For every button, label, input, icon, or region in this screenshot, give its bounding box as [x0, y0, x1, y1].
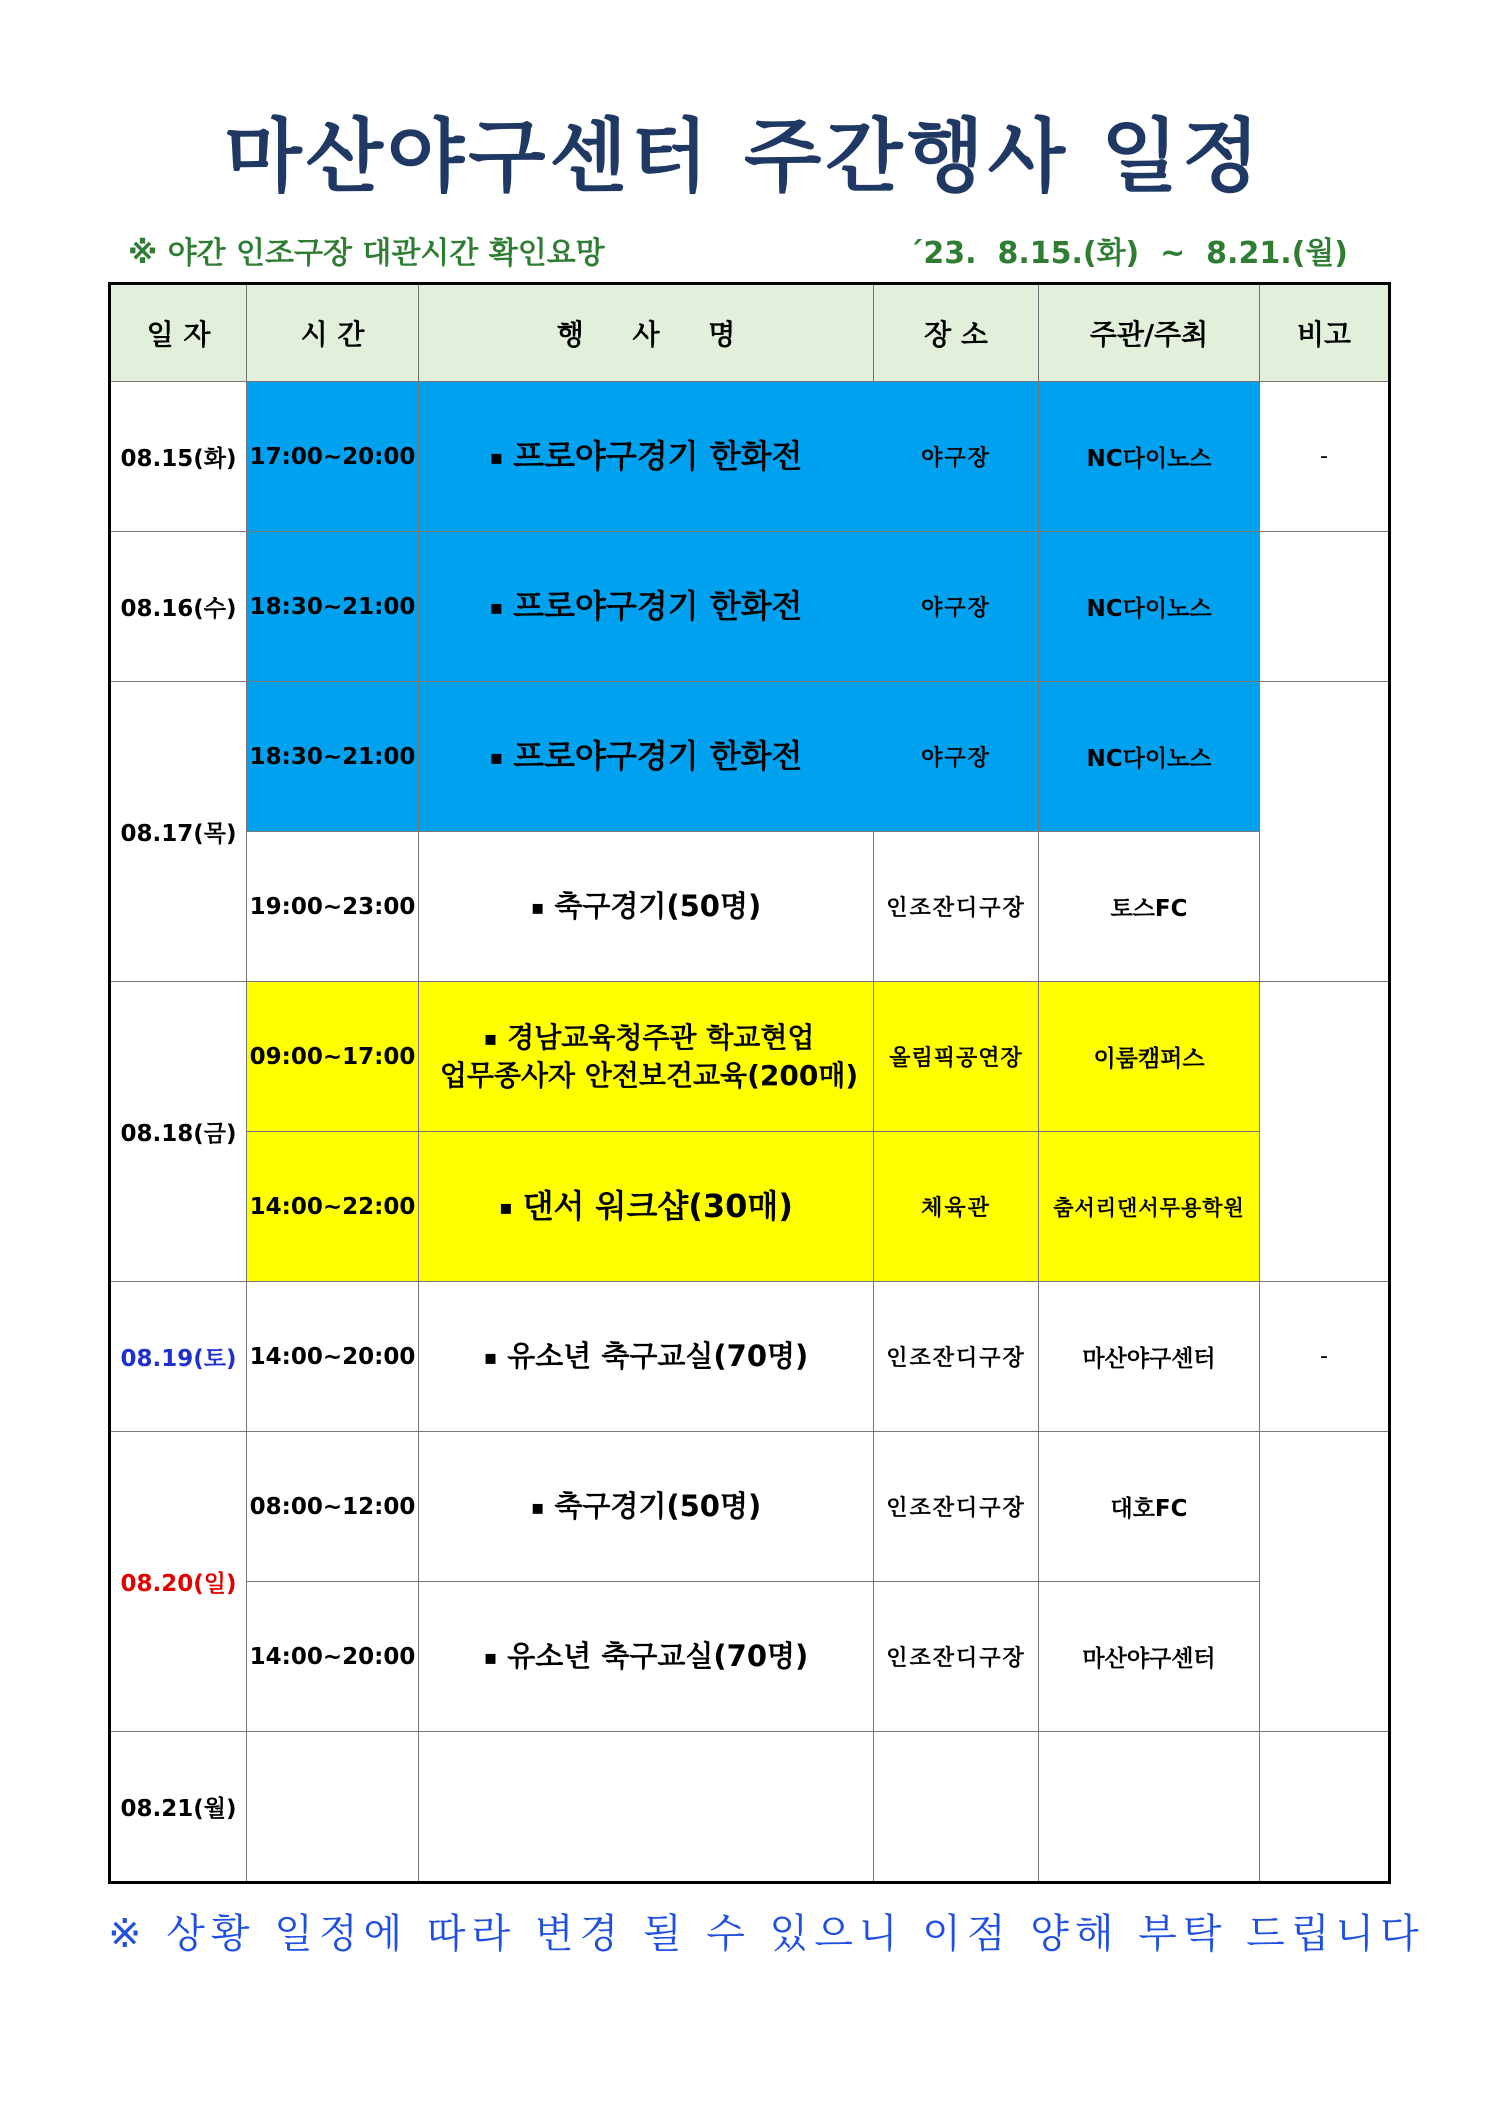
row-date: 08.16(수): [110, 532, 247, 682]
event-name: 프로야구경기 한화전: [513, 736, 803, 775]
row-venue: 인조잔디구장: [874, 1282, 1039, 1432]
event-line-2: 업무종사자 안전보건교육(200매): [439, 1058, 859, 1092]
event-name: 프로야구경기 한화전: [513, 436, 803, 475]
row-time: 18:30~21:00: [247, 532, 419, 682]
table-row: [110, 1432, 1390, 1582]
table-row: [110, 1132, 1390, 1282]
row-note: -: [1260, 382, 1390, 532]
row-venue: 체육관: [874, 1132, 1039, 1282]
footer-notice: ※ 상황 일정에 따라 변경 될 수 있으니 이점 양해 부탁 드립니다: [108, 1911, 1425, 1957]
row-note: [1260, 682, 1390, 982]
event-name: 프로야구경기 한화전: [513, 586, 803, 625]
bullet-icon: ▪: [483, 1026, 498, 1051]
row-note: -: [1260, 1282, 1390, 1432]
row-note: [1260, 1432, 1390, 1732]
bullet-icon: ▪: [530, 1495, 545, 1520]
row-date: 08.15(화): [110, 382, 247, 532]
row-venue: 인조잔디구장: [874, 1432, 1039, 1582]
date-range: ´23. 8.15.(화) ~ 8.21.(월): [908, 236, 1348, 271]
header-date: 일 자: [110, 284, 247, 382]
row-date: 08.19(토): [110, 1282, 247, 1432]
row-event: [419, 682, 874, 832]
row-date: 08.18(금): [110, 982, 247, 1282]
row-time: 08:00~12:00: [247, 1432, 419, 1582]
row-host: NC다이노스: [1039, 532, 1260, 682]
header-event: 행 사 명: [419, 284, 874, 382]
row-time: 14:00~22:00: [247, 1132, 419, 1282]
row-time: 17:00~20:00: [247, 382, 419, 532]
row-time: 19:00~23:00: [247, 832, 419, 982]
table-header-row: [110, 284, 1390, 382]
header-time: 시 간: [247, 284, 419, 382]
row-event: [419, 832, 874, 982]
row-time: [247, 1732, 419, 1883]
row-event: [419, 1732, 874, 1883]
row-event: [419, 1132, 874, 1282]
subnote: ※ 야간 인조구장 대관시간 확인요망: [128, 236, 605, 271]
row-time: 09:00~17:00: [247, 982, 419, 1132]
table-row: [110, 1582, 1390, 1732]
row-host: 대호FC: [1039, 1432, 1260, 1582]
row-venue: [874, 1732, 1039, 1883]
event-name: 유소년 축구교실(70명): [507, 1338, 809, 1373]
event-name: 축구경기(50명): [554, 888, 762, 923]
row-venue: 야구장: [874, 532, 1039, 682]
row-date: 08.20(일): [110, 1432, 247, 1732]
row-host: 이룸캠퍼스: [1039, 982, 1260, 1132]
bullet-icon: ▪: [530, 895, 545, 920]
row-venue: 야구장: [874, 682, 1039, 832]
header-note: 비고: [1260, 284, 1390, 382]
table-row: [110, 832, 1390, 982]
row-host: NC다이노스: [1039, 682, 1260, 832]
row-event: [419, 1282, 874, 1432]
row-event: [419, 1582, 874, 1732]
bullet-icon: ▪: [489, 445, 504, 470]
row-host: 마산야구센터: [1039, 1582, 1260, 1732]
event-name: 축구경기(50명): [554, 1488, 762, 1523]
row-host: NC다이노스: [1039, 382, 1260, 532]
row-time: 18:30~21:00: [247, 682, 419, 832]
table-row: [110, 1732, 1390, 1883]
row-host: 마산야구센터: [1039, 1282, 1260, 1432]
row-host: 토스FC: [1039, 832, 1260, 982]
bullet-icon: ▪: [483, 1645, 498, 1670]
row-note: [1260, 982, 1390, 1282]
row-event: [419, 532, 874, 682]
bullet-icon: ▪: [489, 745, 504, 770]
bullet-icon: ▪: [499, 1195, 513, 1220]
event-name: 유소년 축구교실(70명): [507, 1638, 809, 1673]
row-venue: 올림픽공연장: [874, 982, 1039, 1132]
header-host: 주관/주최: [1039, 284, 1260, 382]
row-event: [419, 982, 874, 1132]
table-row: [110, 682, 1390, 832]
row-event: [419, 382, 874, 532]
bullet-icon: ▪: [483, 1345, 498, 1370]
schedule-table: [108, 282, 1391, 1884]
row-host: [1039, 1732, 1260, 1883]
table-row: [110, 382, 1390, 532]
row-venue: 야구장: [874, 382, 1039, 532]
row-host: 춤서리댄서무용학원: [1039, 1132, 1260, 1282]
row-date: 08.21(월): [110, 1732, 247, 1883]
row-event: [419, 1432, 874, 1582]
table-row: [110, 1282, 1390, 1432]
header-venue: 장 소: [874, 284, 1039, 382]
event-line-1: ▪ 경남교육청주관 학교현업: [483, 1020, 815, 1054]
bullet-icon: ▪: [489, 595, 504, 620]
page-title: 마산야구센터 주간행사 일정: [224, 110, 1264, 203]
row-time: 14:00~20:00: [247, 1282, 419, 1432]
row-note: [1260, 1732, 1390, 1883]
row-date: 08.17(목): [110, 682, 247, 982]
row-note: [1260, 532, 1390, 682]
row-time: 14:00~20:00: [247, 1582, 419, 1732]
table-row: [110, 532, 1390, 682]
event-name: 댄서 워크샵(30매): [522, 1186, 793, 1225]
row-venue: 인조잔디구장: [874, 832, 1039, 982]
table-row: [110, 982, 1390, 1132]
row-venue: 인조잔디구장: [874, 1582, 1039, 1732]
